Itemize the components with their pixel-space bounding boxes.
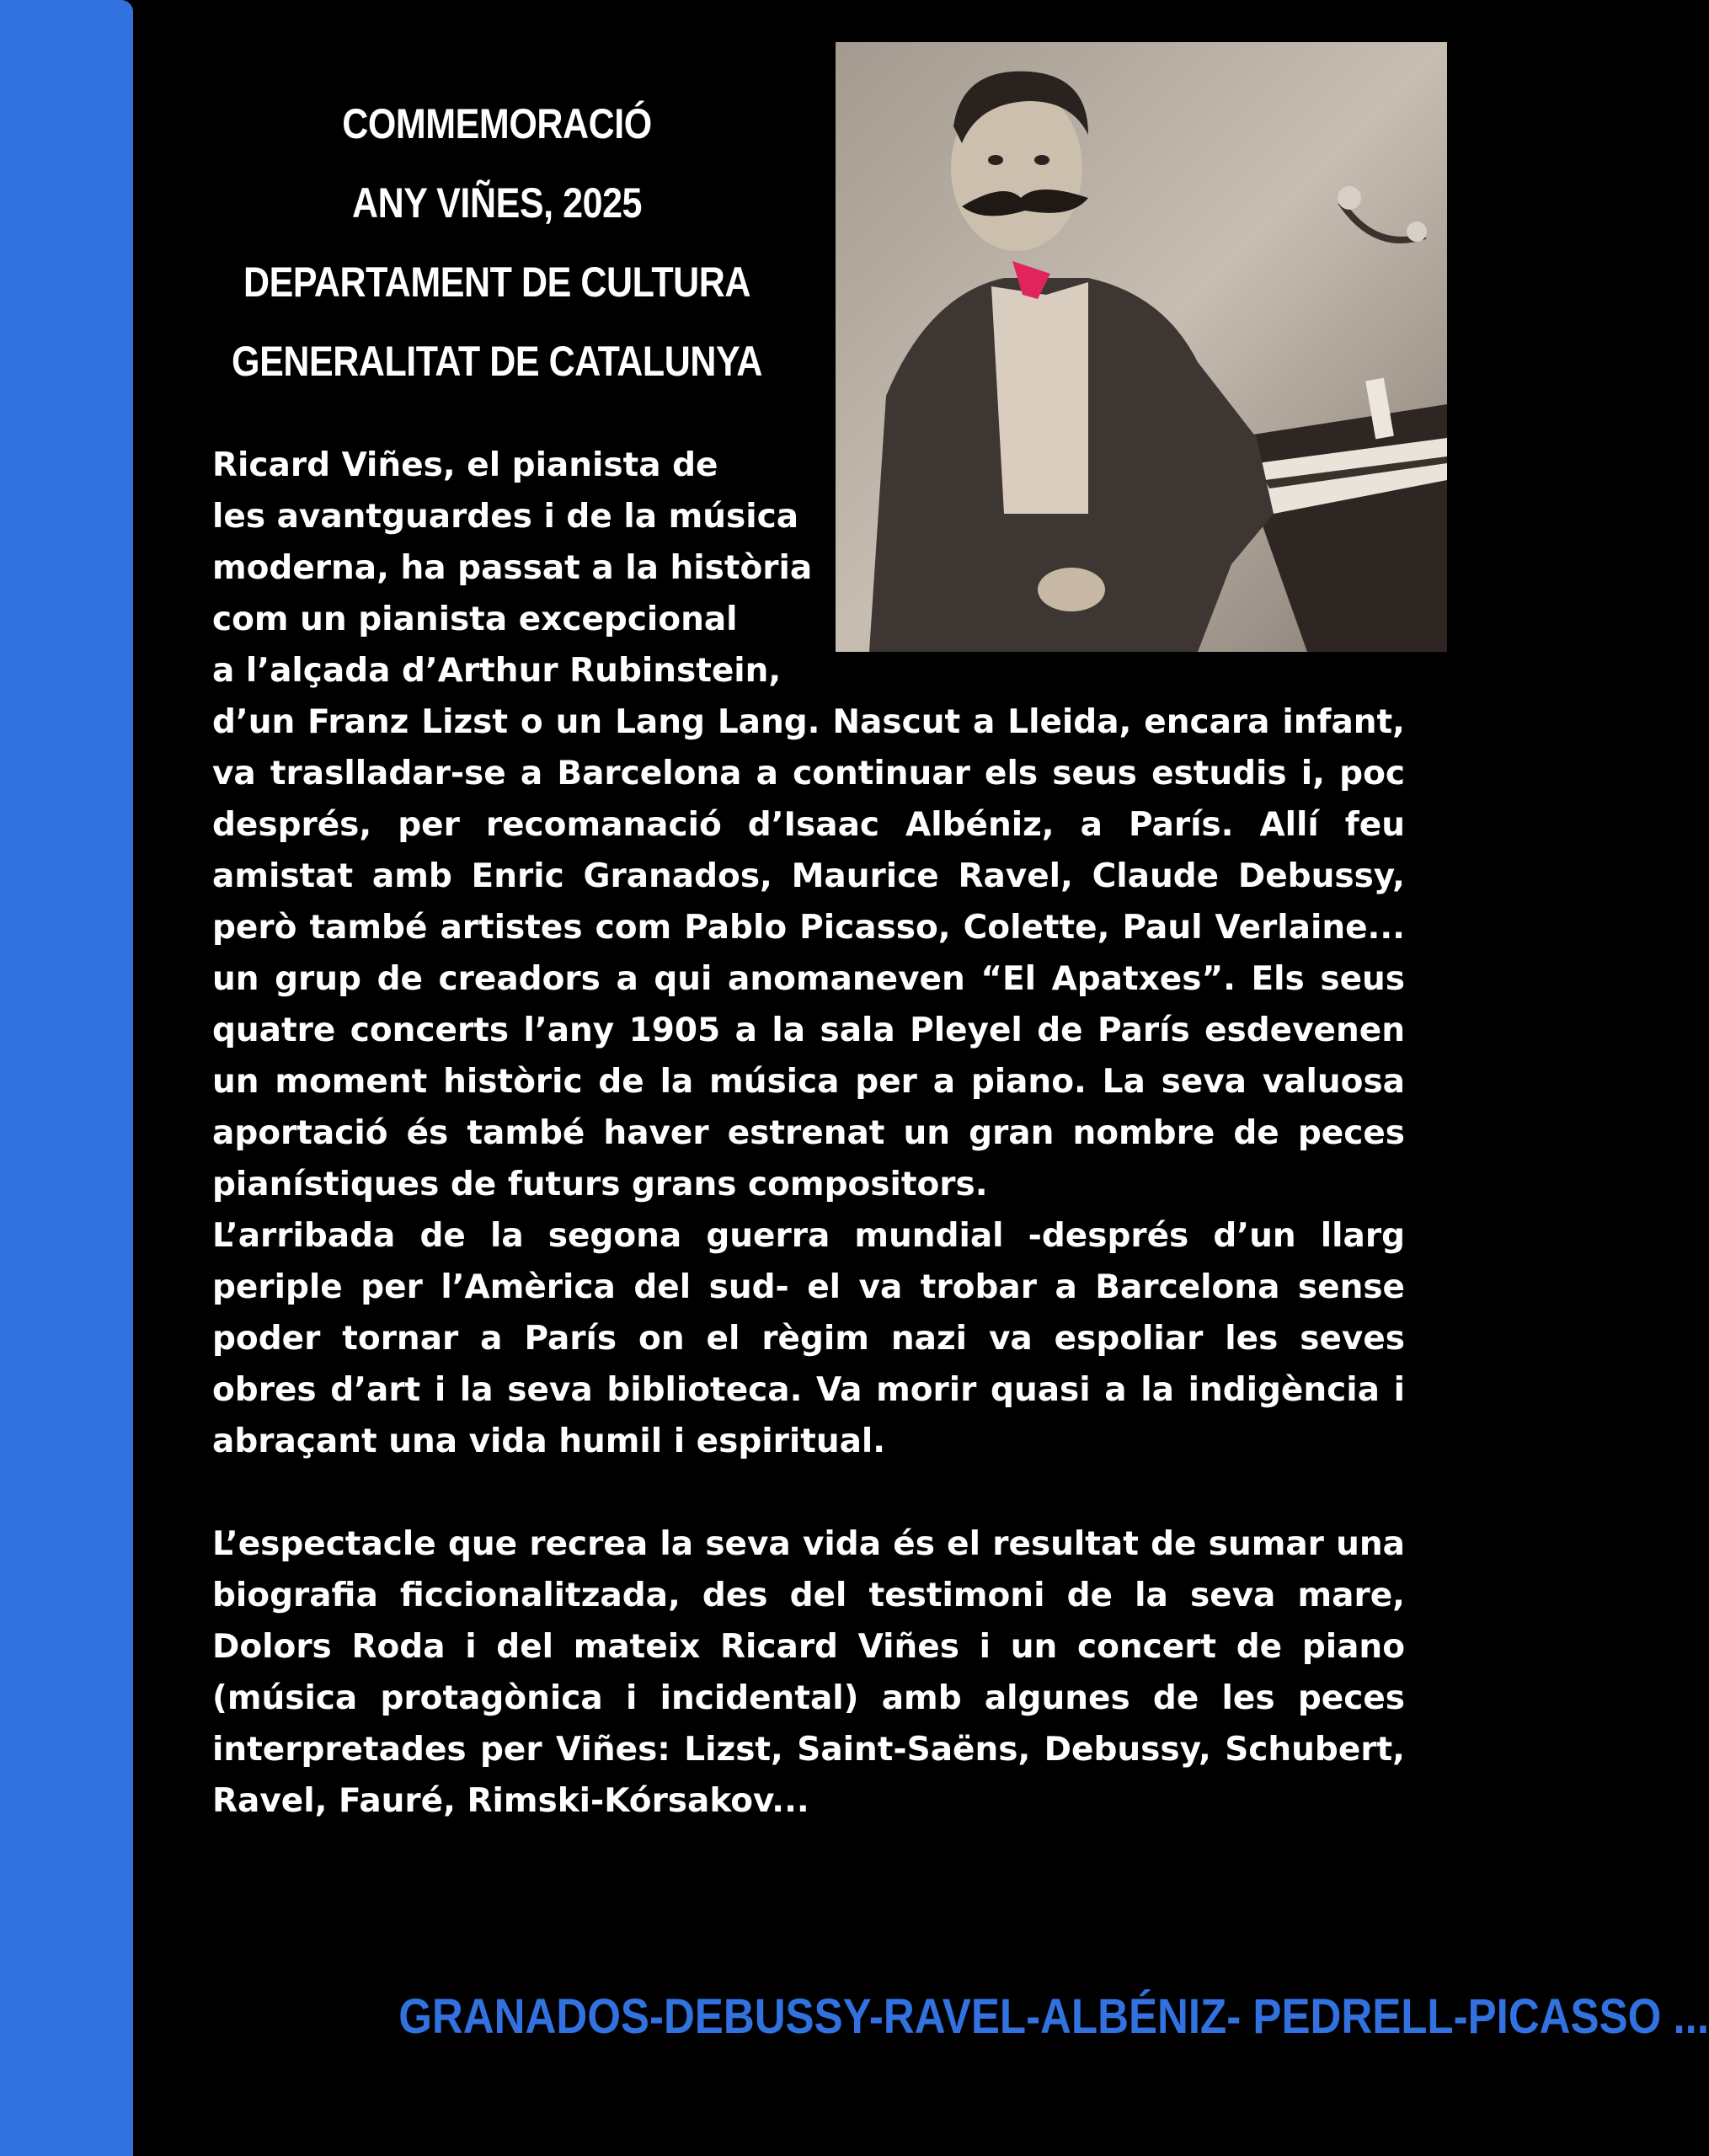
composers-footer: GRANADOS-DEBUSSY-RAVEL-ALBÉNIZ- PEDRELL-PICASSO ... <box>398 1989 1709 2044</box>
intro-line-3: moderna, ha passat a la història <box>212 549 813 587</box>
biography-text <box>212 440 1405 1827</box>
heading-line-1: COMMEMORACIÓ <box>342 100 652 147</box>
paragraph-2: L’arribada de la segona guerra mundial -després d’un llarg periple per l’Amèrica del sud- el va trobar a Barcelona sense poder tornar a París on el règim nazi va espoliar les seves obres d’art i la seva biblioteca. Va morir quasi a la indigència i abraçant una vida humil i espiritual. <box>212 1217 1405 1460</box>
intro-line-2: les avantguardes i de la música <box>212 498 799 536</box>
intro-line-5: a l’alçada d’Arthur Rubinstein, <box>212 652 782 690</box>
paragraph-spacer <box>212 1467 1405 1518</box>
heading-line-4: GENERALITAT DE CATALUNYA <box>232 338 762 385</box>
blue-side-bar <box>0 0 133 2156</box>
paragraph-1 <box>212 440 1405 1210</box>
commemoration-heading <box>222 84 772 401</box>
paragraph-1-continuation: d’un Franz Lizst o un Lang Lang. Nascut a Lleida, encara infant, va traslladar-se a Barcelona a continuar els seus estudis i, poc després, per recomanació d’Isaac Albéniz, a París. Allí feu amistat amb Enric Granados, Maurice Ravel, Claude Debussy, però també artistes com Pablo Picasso, Colette, Paul Verlaine... un grup de creadors a qui anomaneven “El Apatxes”. Els seus quatre concerts l’any 1905 a la sala Pleyel de París esdevenen un moment històric de la música per a piano. La seva valuosa aportació és també haver estrenat un gran nombre de peces pianístiques de futurs grans compositors. <box>212 703 1405 1203</box>
intro-line-4: com un pianista excepcional <box>212 600 738 638</box>
intro-line-1: Ricard Viñes, el pianista de <box>212 446 718 484</box>
heading-line-3: DEPARTAMENT DE CULTURA <box>243 259 751 306</box>
paragraph-3: L’espectacle que recrea la seva vida és el resultat de sumar una biografia ficcionalitzada, des del testimoni de la seva mare, Dolors Roda i del mateix Ricard Viñes i un concert de piano (música protagònica i incidental) amb algunes de les peces interpretades per Viñes: Lizst, Saint-Saëns, Debussy, Schubert, Ravel, Fauré, Rimski-Kórsakov... <box>212 1525 1405 1820</box>
heading-line-2: ANY VIÑES, 2025 <box>351 179 643 227</box>
